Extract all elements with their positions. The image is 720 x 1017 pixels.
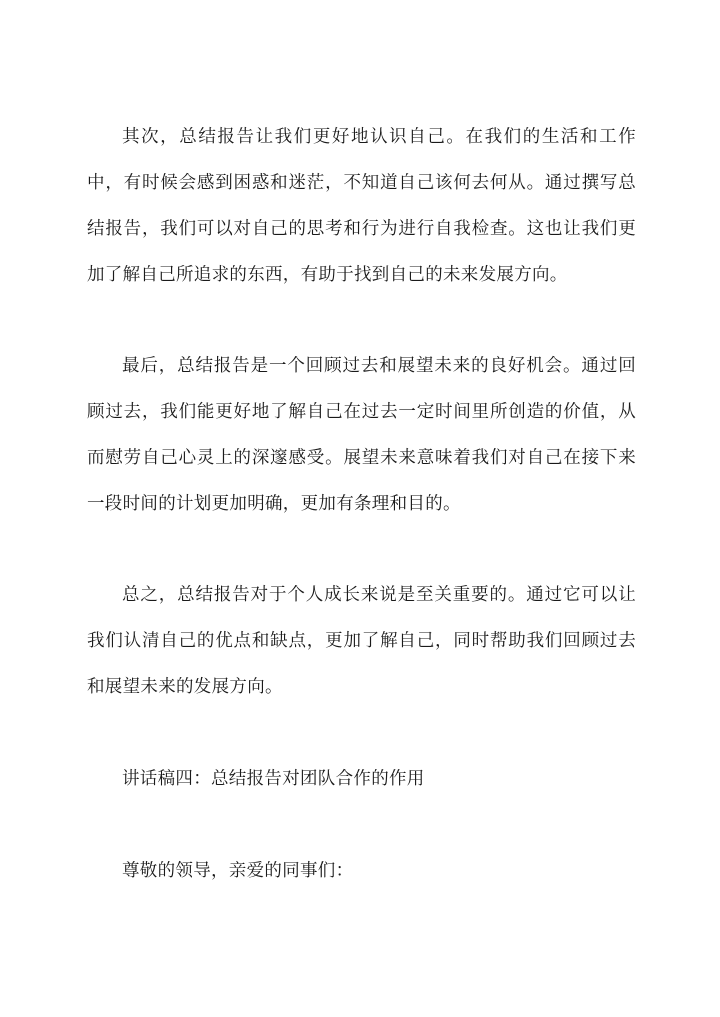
paragraph-self-understanding: 其次，总结报告让我们更好地认识自己。在我们的生活和工作中，有时候会感到困惑和迷茫，不知道自己该何去何从。通过撰写总结报告，我们可以对自己的思考和行为进行自我检查。这也让我们更加了解自己所追求的东西，有助于找到自己的未来发展方向。 [87,127,636,285]
paragraph-review-and-outlook: 最后，总结报告是一个回顾过去和展望未来的良好机会。通过回顾过去，我们能更好地了解自己在过去一定时间里所创造的价值，从而慰劳自己心灵上的深邃感受。展望未来意味着我们对自己在接下来一段时间的计划更加明确，更加有条理和目的。 [87,356,636,514]
speech-heading: 讲话稿四：总结报告对团队合作的作用 [122,769,425,789]
speech-salutation: 尊敬的领导，亲爱的同事们： [122,861,354,881]
paragraph-conclusion: 总之，总结报告对于个人成长来说是至关重要的。通过它可以让我们认清自己的优点和缺点，更加了解自己，同时帮助我们回顾过去和展望未来的发展方向。 [87,585,636,697]
